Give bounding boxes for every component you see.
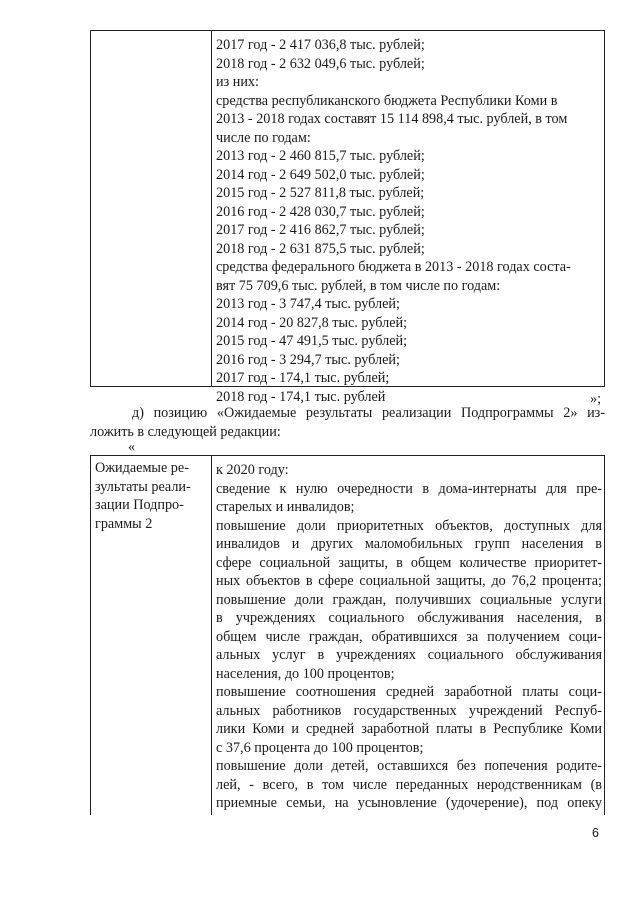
funding-line: 2017 год - 174,1 тыс. рублей;: [216, 370, 390, 386]
funding-line: 2018 год - 2 631 875,5 тыс. рублей;: [216, 240, 425, 257]
funding-line: 2015 год - 2 527 811,8 тыс. рублей;: [216, 185, 425, 201]
funding-line: 2013 год - 3 747,4 тыс. рублей;: [216, 296, 400, 312]
expected-results-label: [91, 456, 211, 533]
funding-line: 2013 год - 2 460 815,7 тыс. рублей;: [216, 148, 425, 164]
funding-line: 2017 год - 2 417 036,8 тыс. рублей;: [216, 37, 425, 53]
result-line: альных работников государственных учреждений Респуб-: [216, 702, 602, 719]
expected-results-label-cell: [91, 456, 212, 815]
label-line: зультаты реали-: [95, 478, 191, 495]
result-line: населения, до 100 процентов;: [216, 665, 395, 682]
result-line: альных услуг в учреждениях социального обслуживания: [216, 647, 602, 663]
funding-line: 2018 год - 174,1 тыс. рублей: [216, 388, 386, 405]
funding-table-content-cell: [213, 31, 604, 405]
expected-results-table: [90, 455, 605, 815]
opening-quote: «: [128, 439, 136, 455]
funding-line: средства федерального бюджета в 2013 - 2018 годах соста-: [216, 259, 571, 275]
result-line: повышение соотношения средней заработной платы соци-: [216, 684, 602, 700]
funding-line: вят 75 709,6 тыс. рублей, в том числе по годам:: [216, 277, 501, 294]
label-line: граммы 2: [95, 515, 153, 532]
funding-line: 2014 год - 20 827,8 тыс. рублей;: [216, 314, 408, 331]
result-line: инвалидов и других маломобильных групп населения в: [216, 536, 602, 552]
result-line: ных объектов в сфере социальной защиты, до 76,2 процента;: [216, 573, 602, 589]
funding-line: из них:: [216, 74, 259, 90]
closing-quote: »;: [590, 391, 602, 407]
amendment-paragraph: [90, 404, 605, 442]
label-line: Ожидаемые ре-: [95, 460, 189, 476]
expected-results-content-cell: [213, 456, 604, 815]
result-line: общем числе граждан, обратившихся за получением соци-: [216, 628, 602, 645]
paragraph-line-2: ложить в следующей редакции:: [90, 424, 281, 440]
funding-line: 2016 год - 3 294,7 тыс. рублей;: [216, 351, 400, 368]
funding-table: [90, 30, 605, 405]
result-line: к 2020 году:: [216, 462, 289, 478]
result-line: приемные семьи, на усыновление (удочерение), под опеку: [216, 795, 602, 811]
result-line: лей, - всего, в том числе переданных неродственникам (в: [216, 776, 602, 793]
label-line: зации Подпро-: [95, 497, 184, 513]
result-line: лики Коми и средней заработной платы в Республике Коми: [216, 721, 602, 737]
funding-line: 2017 год - 2 416 862,7 тыс. рублей;: [216, 222, 425, 238]
page-number: 6: [592, 826, 599, 840]
paragraph-line-1: д) позицию «Ожидаемые результаты реализации Подпрограммы 2» из-: [132, 405, 605, 421]
result-line: старелых и инвалидов;: [216, 499, 355, 515]
funding-line: средства республиканского бюджета Республики Коми в: [216, 92, 558, 109]
funding-line: 2018 год - 2 632 049,6 тыс. рублей;: [216, 55, 425, 72]
funding-line: 2015 год - 47 491,5 тыс. рублей;: [216, 333, 408, 349]
result-line: повышение доли приоритетных объектов, доступных для: [216, 517, 602, 534]
result-line: сфере социальной защиты, в общем количестве приоритет-: [216, 554, 602, 571]
result-line: сведение к нулю очередности в дома-интернаты для пре-: [216, 480, 602, 497]
funding-line: 2013 - 2018 годах составят 15 114 898,4 тыс. рублей, в том: [216, 111, 568, 127]
funding-line: 2016 год - 2 428 030,7 тыс. рублей;: [216, 203, 425, 220]
funding-line: числе по годам:: [216, 129, 311, 146]
funding-line: 2014 год - 2 649 502,0 тыс. рублей;: [216, 166, 425, 183]
result-line: с 37,6 процента до 100 процентов;: [216, 739, 424, 756]
funding-table-label-cell: [91, 31, 212, 386]
result-line: повышение доли детей, оставшихся без попечения родите-: [216, 758, 602, 774]
result-line: повышение доли граждан, получивших социальные услуги: [216, 591, 602, 608]
result-line: в учреждениях социального обслуживания населения, в: [216, 610, 602, 626]
